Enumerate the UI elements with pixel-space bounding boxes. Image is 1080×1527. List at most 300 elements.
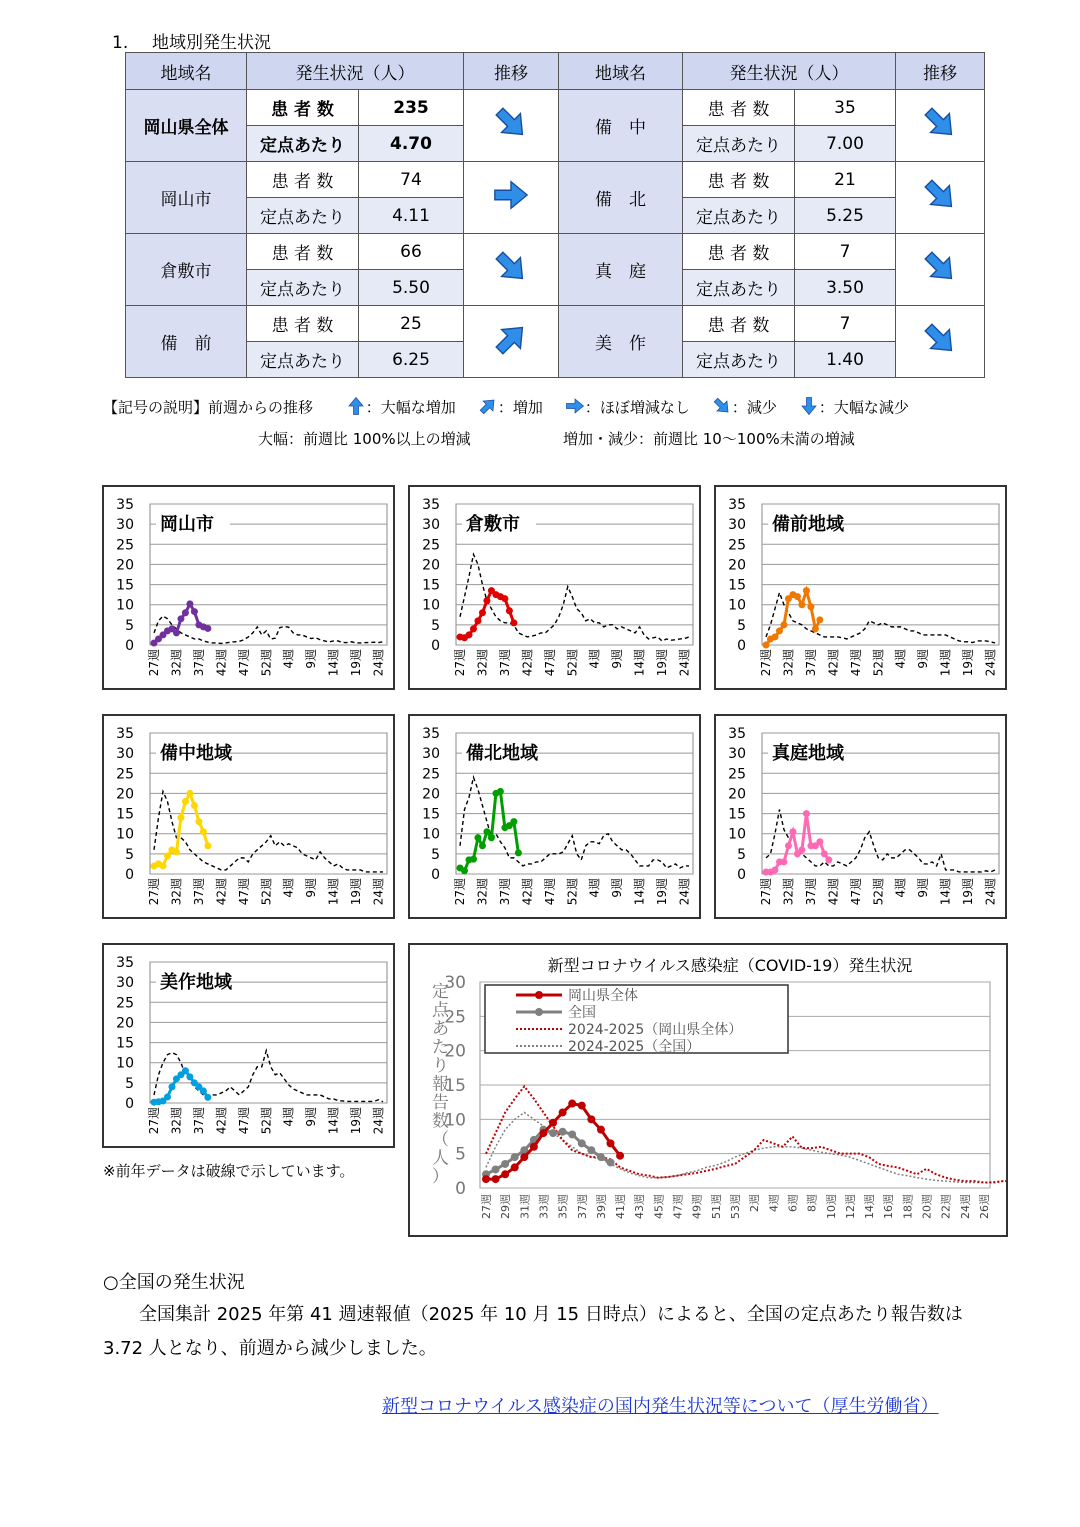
region-chart — [102, 943, 395, 1148]
y-tick-label: 30 — [728, 746, 746, 763]
data-point — [816, 838, 823, 845]
legend-entry: 2024-2025（岡山県全体） — [568, 1022, 743, 1038]
y-tick-label: 20 — [422, 557, 440, 574]
y-tick-label: 5 — [737, 617, 746, 634]
per-label: 定点あたり — [683, 270, 795, 306]
data-point — [173, 629, 180, 636]
y-tick-label: 5 — [431, 617, 440, 634]
x-tick-label: 9週 — [610, 649, 625, 669]
data-point — [559, 1128, 567, 1136]
region-chart — [408, 714, 701, 919]
x-tick-label: 42週 — [826, 878, 841, 906]
data-point — [812, 625, 819, 632]
patients-value: 7 — [795, 306, 896, 342]
y-tick-label: 25 — [728, 766, 746, 783]
data-point — [597, 1153, 605, 1161]
x-tick-label: 47週 — [542, 649, 557, 677]
per-value: 7.00 — [795, 126, 896, 162]
per-value: 6.25 — [359, 342, 464, 378]
data-point — [506, 607, 513, 614]
region-table — [125, 52, 985, 378]
data-point — [794, 593, 801, 600]
legend-title: 【記号の説明】前週からの推移 — [103, 398, 314, 417]
data-point — [186, 790, 193, 797]
y-tick-label: 35 — [728, 497, 746, 513]
data-point — [798, 601, 805, 608]
y-tick-label: 10 — [116, 597, 134, 614]
y-tick-label: 30 — [116, 517, 134, 534]
data-point — [501, 1160, 509, 1168]
dashed-note: ※前年データは破線で示しています。 — [103, 1162, 355, 1180]
mhlw-link[interactable]: 新型コロナウイルス感染症の国内発生状況等について（厚生労働省） — [382, 1396, 939, 1417]
data-point — [816, 616, 823, 623]
data-point — [200, 828, 207, 835]
y-tick-label: 20 — [444, 1041, 466, 1062]
header-trend: 推移 — [464, 53, 559, 90]
flat-arrow-icon — [492, 176, 530, 214]
x-tick-label: 4週 — [587, 649, 602, 669]
patients-value: 21 — [795, 162, 896, 198]
data-point — [568, 1130, 576, 1138]
x-tick-label: 27週 — [147, 649, 161, 677]
x-tick-label: 14週 — [326, 1107, 341, 1135]
data-point — [182, 1067, 189, 1074]
x-tick-label: 9週 — [304, 1107, 319, 1127]
region-chart-svg — [104, 487, 393, 688]
header-status: 発生状況（人） — [247, 53, 464, 90]
y-tick-label: 10 — [728, 597, 746, 614]
region-chart — [102, 485, 395, 690]
big-down-arrow-icon-glyph — [799, 396, 819, 416]
legend-entry: 全国 — [568, 1005, 596, 1021]
y-tick-label: 5 — [125, 846, 134, 863]
x-tick-label: 9週 — [916, 649, 931, 669]
x-tick-label: 52週 — [259, 878, 274, 906]
data-point — [186, 1073, 193, 1080]
x-tick-label: 24週 — [371, 878, 386, 906]
y-tick-label: 35 — [422, 497, 440, 513]
region-name: 倉敷市 — [126, 234, 247, 306]
data-point — [182, 798, 189, 805]
data-point — [578, 1139, 586, 1147]
x-tick-label: 12週 — [843, 1194, 857, 1219]
per-value: 4.70 — [359, 126, 464, 162]
x-tick-label: 52週 — [871, 878, 886, 906]
per-value: 3.50 — [795, 270, 896, 306]
x-tick-label: 31週 — [518, 1194, 532, 1219]
chart-title: 倉敷市 — [466, 514, 520, 535]
x-tick-label: 9週 — [916, 878, 931, 898]
y-tick-label: 5 — [737, 846, 746, 863]
per-label: 定点あたり — [247, 126, 359, 162]
data-point — [204, 625, 211, 632]
y-tick-label: 25 — [116, 995, 134, 1012]
y-tick-label: 20 — [422, 786, 440, 803]
x-tick-label: 37週 — [191, 1107, 206, 1135]
data-point — [488, 834, 495, 841]
increase-arrow-icon — [492, 320, 530, 358]
x-tick-label: 9週 — [304, 649, 319, 669]
x-tick-label: 52週 — [259, 1107, 274, 1135]
x-tick-label: 19週 — [349, 1107, 364, 1135]
patients-label: 患 者 数 — [247, 306, 359, 342]
x-tick-label: 24週 — [371, 649, 386, 677]
data-point — [501, 595, 508, 602]
x-tick-label: 14週 — [326, 878, 341, 906]
chart-legend — [485, 985, 788, 1055]
x-tick-label: 27週 — [480, 1194, 493, 1219]
data-point — [587, 1146, 595, 1154]
legend-entry: 岡山県全体 — [568, 988, 638, 1004]
data-point — [492, 1165, 500, 1173]
x-tick-label: 37週 — [803, 878, 818, 906]
header-region: 地域名 — [559, 53, 683, 90]
patients-label: 患 者 数 — [683, 90, 795, 126]
chart-title: 備中地域 — [160, 743, 232, 764]
y-tick-label: 15 — [728, 577, 746, 594]
legend-label: ：減少 — [731, 398, 777, 417]
y-tick-label: 10 — [422, 597, 440, 614]
y-axis-label: 定点あたり報告数（人） — [432, 982, 449, 1187]
patients-value: 25 — [359, 306, 464, 342]
per-value: 4.11 — [359, 198, 464, 234]
x-tick-label: 37週 — [575, 1194, 589, 1219]
data-point — [607, 1158, 615, 1166]
y-tick-label: 35 — [116, 955, 134, 971]
y-tick-label: 30 — [444, 973, 466, 993]
x-tick-label: 27週 — [147, 1107, 161, 1135]
x-tick-label: 16週 — [882, 1194, 896, 1219]
data-point — [479, 842, 486, 849]
region-name: 備 北 — [559, 162, 683, 234]
data-point — [803, 810, 810, 817]
x-tick-label: 14週 — [632, 878, 647, 906]
x-tick-label: 42週 — [214, 1107, 229, 1135]
x-tick-label: 37週 — [497, 878, 512, 906]
x-tick-label: 4週 — [281, 649, 296, 669]
data-point — [568, 1100, 576, 1108]
data-point — [539, 1129, 547, 1137]
data-point — [616, 1152, 624, 1160]
x-tick-label: 32週 — [475, 649, 490, 677]
region-name: 備 前 — [126, 306, 247, 378]
y-tick-label: 0 — [455, 1179, 466, 1199]
x-tick-label: 47週 — [236, 1107, 251, 1135]
region-chart — [714, 485, 1007, 690]
x-tick-label: 4週 — [281, 878, 296, 898]
x-tick-label: 39週 — [594, 1194, 608, 1219]
y-tick-label: 30 — [116, 746, 134, 763]
trend-cell — [896, 162, 985, 234]
y-tick-label: 0 — [431, 867, 440, 883]
x-tick-label: 4週 — [281, 1107, 296, 1127]
legend — [103, 396, 909, 420]
x-tick-label: 37週 — [803, 649, 818, 677]
trend-cell — [896, 234, 985, 306]
data-point — [182, 609, 189, 616]
y-tick-label: 35 — [728, 726, 746, 742]
region-chart-svg — [716, 716, 1005, 917]
x-tick-label: 42週 — [520, 878, 535, 906]
patients-value: 35 — [795, 90, 896, 126]
trend-cell — [896, 306, 985, 378]
y-tick-label: 0 — [125, 1096, 134, 1112]
right-arrow-icon — [565, 396, 585, 420]
x-tick-label: 2週 — [748, 1194, 762, 1212]
data-point — [511, 1163, 519, 1171]
down-arrow-icon — [712, 396, 732, 420]
x-tick-label: 27週 — [147, 878, 161, 906]
data-point — [771, 633, 778, 640]
chart-title: 真庭地域 — [772, 743, 844, 764]
y-tick-label: 25 — [444, 1007, 466, 1028]
legend-label: ：大幅な増加 — [365, 398, 456, 417]
decrease-arrow-icon — [492, 248, 530, 286]
data-point — [474, 834, 481, 841]
region-chart — [408, 485, 701, 690]
data-point — [763, 642, 770, 649]
data-point — [479, 609, 486, 616]
data-point — [789, 828, 796, 835]
y-tick-label: 0 — [737, 638, 746, 654]
data-point — [587, 1115, 595, 1123]
x-tick-label: 47週 — [236, 649, 251, 677]
x-tick-label: 19週 — [655, 878, 670, 906]
data-point — [204, 842, 211, 849]
data-point — [164, 1093, 171, 1100]
data-point — [515, 849, 522, 856]
data-point — [191, 802, 198, 809]
y-tick-label: 35 — [116, 497, 134, 513]
data-point — [470, 856, 477, 863]
x-tick-label: 24週 — [677, 649, 692, 677]
x-tick-label: 52週 — [565, 878, 580, 906]
legend-note-big: 大幅：前週比 100%以上の増減 — [258, 430, 471, 448]
y-tick-label: 10 — [728, 826, 746, 843]
data-point — [200, 1087, 207, 1094]
x-tick-label: 42週 — [214, 878, 229, 906]
y-tick-label: 35 — [116, 726, 134, 742]
x-tick-label: 10週 — [824, 1194, 838, 1219]
chart-title: 美作地域 — [160, 972, 232, 993]
patients-label: 患 者 数 — [247, 90, 359, 126]
x-tick-label: 24週 — [677, 878, 692, 906]
national-heading: ○全国の発生状況 — [103, 1272, 245, 1293]
data-point — [474, 617, 481, 624]
data-point — [470, 625, 477, 632]
x-tick-label: 53週 — [729, 1194, 742, 1219]
region-chart-svg — [716, 487, 1005, 688]
section-title: 地域別発生状況 — [152, 33, 271, 53]
data-point — [780, 858, 787, 865]
per-value: 1.40 — [795, 342, 896, 378]
x-tick-label: 6週 — [786, 1194, 800, 1212]
data-point — [461, 867, 468, 874]
y-tick-label: 25 — [422, 766, 440, 783]
x-tick-label: 32週 — [781, 878, 796, 906]
data-point — [549, 1129, 557, 1137]
per-value: 5.25 — [795, 198, 896, 234]
x-tick-label: 52週 — [259, 649, 274, 677]
decrease-arrow-icon — [921, 104, 959, 142]
chart-title: 備前地域 — [772, 514, 844, 535]
x-tick-label: 32週 — [169, 649, 184, 677]
data-point — [501, 1170, 509, 1178]
data-point — [492, 1175, 500, 1183]
trend-cell — [464, 90, 559, 162]
big-up-arrow-icon-glyph — [346, 396, 366, 416]
data-point — [807, 603, 814, 610]
y-tick-label: 20 — [116, 1015, 134, 1032]
region-name: 岡山県全体 — [126, 90, 247, 162]
header-region: 地域名 — [126, 53, 247, 90]
data-point — [497, 788, 504, 795]
region-chart-svg — [104, 716, 393, 917]
x-tick-label: 20週 — [920, 1194, 934, 1219]
y-tick-label: 30 — [422, 517, 440, 534]
data-point — [607, 1139, 615, 1147]
x-tick-label: 14週 — [863, 1194, 877, 1219]
header-status: 発生状況（人） — [683, 53, 896, 90]
data-point — [549, 1119, 557, 1127]
big-down-arrow-icon — [799, 396, 819, 420]
data-point — [164, 852, 171, 859]
data-point — [173, 848, 180, 855]
x-tick-label: 9週 — [304, 878, 319, 898]
decrease-arrow-icon — [921, 248, 959, 286]
region-chart-svg — [104, 945, 393, 1146]
x-tick-label: 47週 — [848, 878, 863, 906]
x-tick-label: 32週 — [169, 1107, 184, 1135]
legend-label: ：増加 — [497, 398, 543, 417]
x-tick-label: 14週 — [632, 649, 647, 677]
data-point — [177, 814, 184, 821]
up-arrow-icon — [478, 396, 498, 420]
x-tick-label: 14週 — [938, 878, 953, 906]
x-tick-label: 19週 — [349, 649, 364, 677]
y-tick-label: 10 — [116, 1055, 134, 1072]
header-trend: 推移 — [896, 53, 985, 90]
x-tick-label: 19週 — [349, 878, 364, 906]
patients-label: 患 者 数 — [683, 162, 795, 198]
legend-entry: 2024-2025（全国） — [568, 1039, 701, 1055]
y-tick-label: 0 — [737, 867, 746, 883]
region-name: 真 庭 — [559, 234, 683, 306]
x-tick-label: 32週 — [169, 878, 184, 906]
data-point — [825, 856, 832, 863]
y-tick-label: 20 — [116, 786, 134, 803]
region-name: 備 中 — [559, 90, 683, 162]
data-point — [520, 1153, 528, 1161]
y-tick-label: 15 — [116, 806, 134, 823]
decrease-arrow-icon — [492, 104, 530, 142]
x-tick-label: 24週 — [958, 1194, 972, 1219]
x-tick-label: 32週 — [781, 649, 796, 677]
x-tick-label: 37週 — [191, 649, 206, 677]
y-tick-label: 15 — [422, 806, 440, 823]
per-label: 定点あたり — [247, 342, 359, 378]
data-point — [785, 842, 792, 849]
y-tick-label: 5 — [125, 617, 134, 634]
y-tick-label: 15 — [422, 577, 440, 594]
y-tick-label: 10 — [116, 826, 134, 843]
per-value: 5.50 — [359, 270, 464, 306]
data-point — [510, 619, 517, 626]
data-point — [159, 862, 166, 869]
decrease-arrow-icon — [921, 320, 959, 358]
data-point — [168, 1083, 175, 1090]
x-tick-label: 9週 — [610, 878, 625, 898]
patients-value: 235 — [359, 90, 464, 126]
data-point — [465, 631, 472, 638]
x-tick-label: 27週 — [759, 878, 773, 906]
chart-title: 岡山市 — [160, 514, 214, 535]
data-point — [483, 828, 490, 835]
x-tick-label: 33週 — [537, 1194, 551, 1219]
y-tick-label: 5 — [125, 1075, 134, 1092]
legend-note-normal: 増加・減少：前週比 10～100%未満の増減 — [563, 430, 855, 448]
x-tick-label: 43週 — [633, 1194, 647, 1219]
region-name: 美 作 — [559, 306, 683, 378]
patients-label: 患 者 数 — [683, 306, 795, 342]
up-arrow-icon-glyph — [478, 396, 498, 416]
data-point — [195, 818, 202, 825]
data-point — [511, 1153, 519, 1161]
x-tick-label: 27週 — [759, 649, 773, 677]
y-tick-label: 0 — [125, 867, 134, 883]
x-tick-label: 47週 — [671, 1194, 685, 1219]
data-point — [482, 1175, 490, 1183]
section-heading — [112, 28, 271, 53]
x-tick-label: 14週 — [938, 649, 953, 677]
data-point — [597, 1126, 605, 1134]
x-tick-label: 45週 — [652, 1194, 666, 1219]
y-tick-label: 0 — [431, 638, 440, 654]
x-tick-label: 22週 — [939, 1194, 953, 1219]
x-tick-label: 32週 — [475, 878, 490, 906]
x-tick-label: 52週 — [565, 649, 580, 677]
x-tick-label: 35週 — [556, 1194, 570, 1219]
data-point — [510, 818, 517, 825]
region-name: 岡山市 — [126, 162, 247, 234]
y-tick-label: 0 — [125, 638, 134, 654]
y-tick-label: 35 — [422, 726, 440, 742]
y-tick-label: 15 — [116, 577, 134, 594]
y-tick-label: 25 — [116, 766, 134, 783]
x-tick-label: 19週 — [961, 649, 976, 677]
legend-label: ：大幅な減少 — [818, 398, 909, 417]
trend-cell — [896, 90, 985, 162]
y-tick-label: 25 — [728, 537, 746, 554]
x-tick-label: 42週 — [826, 649, 841, 677]
trend-cell — [464, 162, 559, 234]
data-point — [578, 1102, 586, 1110]
x-tick-label: 42週 — [214, 649, 229, 677]
y-tick-label: 25 — [116, 537, 134, 554]
data-point — [530, 1143, 538, 1151]
x-tick-label: 49週 — [690, 1194, 704, 1219]
x-tick-label: 24週 — [371, 1107, 386, 1135]
y-tick-label: 25 — [422, 537, 440, 554]
x-tick-label: 52週 — [871, 649, 886, 677]
region-chart — [714, 714, 1007, 919]
x-tick-label: 27週 — [453, 878, 467, 906]
x-tick-label: 19週 — [961, 878, 976, 906]
x-tick-label: 51週 — [709, 1194, 723, 1219]
x-tick-label: 37週 — [497, 649, 512, 677]
y-tick-label: 30 — [422, 746, 440, 763]
x-tick-label: 4週 — [893, 878, 908, 898]
